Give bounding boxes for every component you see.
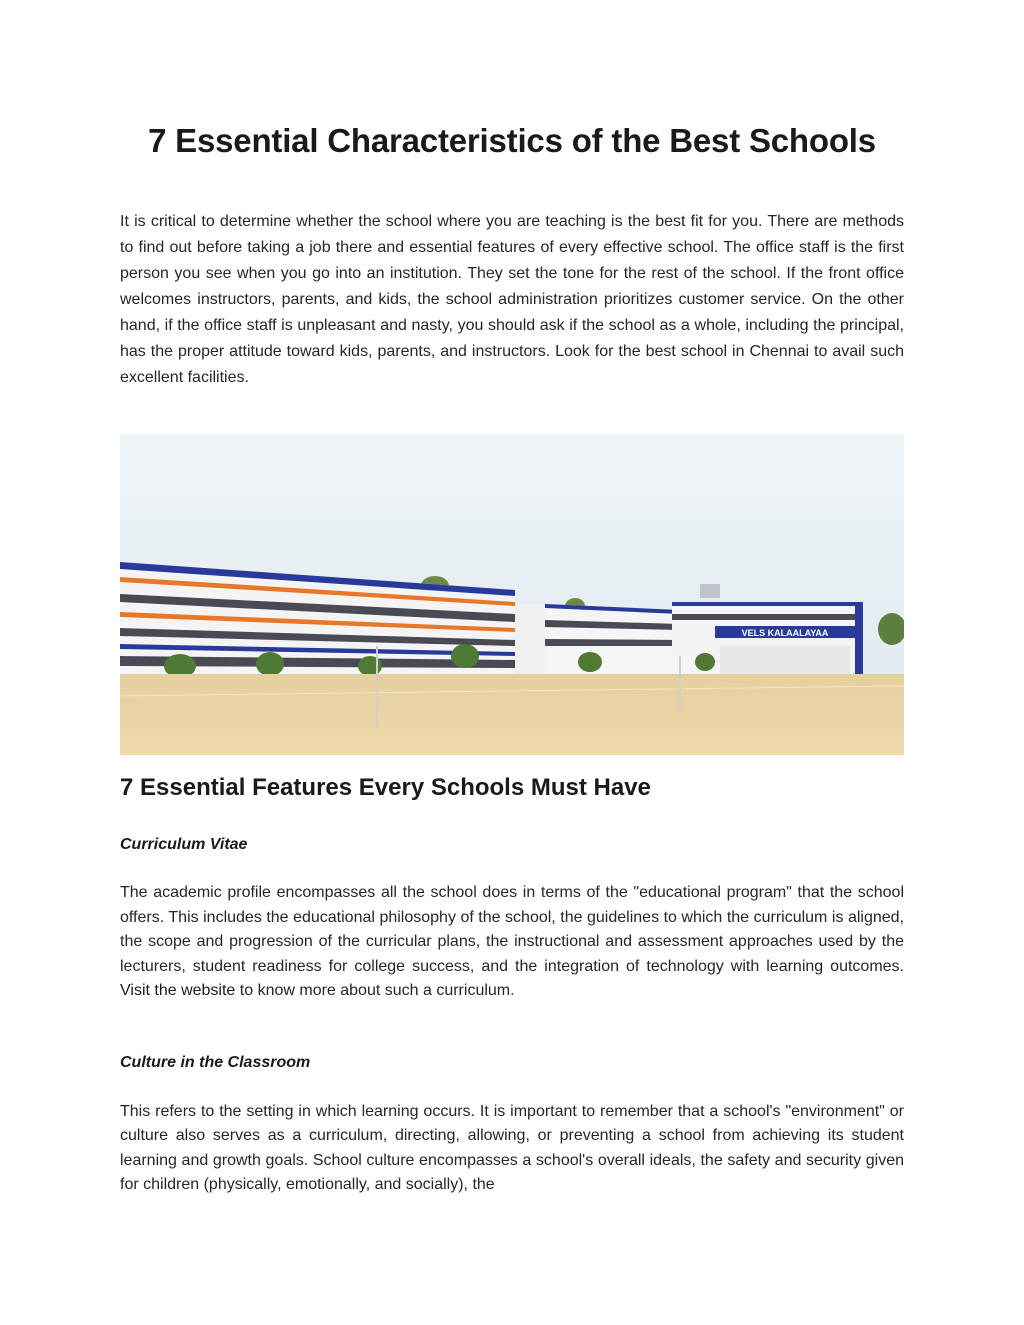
paragraph-text: The academic profile encompasses all the school does in terms of the "educational program" that the school offers. This includes the educational philosophy of the school, the guidelines to which the curriculum is aligned, the scope and progression of the curricular plans, the instructional and assessment approaches used by the lecturers, student readiness for college success, and the integration of technology with learning outcomes. (120, 884, 904, 975)
section-heading: 7 Essential Features Every Schools Must Have (120, 774, 651, 801)
intro-paragraph: It is critical to determine whether the school where you are teaching is the best fit for you. There are methods to find out before taking a job there and essential features of every effective school. The office staff is the first person you see when you go into an institution. They set the tone for the rest of the school. If the front office welcomes instructors, parents, and kids, the school administration prioritizes customer service. On the other hand, if the office staff is unpleasant and nasty, you should ask if the school as a whole, including the principal, has the proper attitude toward kids, parents, and instructors. Look for the best school in Chennai to avail such excellent facilities. (120, 213, 904, 386)
paragraph-text: to know more about such a curriculum. (235, 982, 515, 1000)
feature-paragraph-curriculum (120, 881, 904, 1004)
feature-paragraph-culture: This refers to the setting in which learning occurs. It is important to remember that a school's "environment" or culture also serves as a curriculum, directing, allowing, or preventing a school from achieving its student learning and growth goals. School culture encompasses a school's overall ideals, the safety and security given for children (physically, emotionally, and socially), the (120, 1103, 904, 1194)
page-title: 7 Essential Characteristics of the Best Schools (148, 122, 876, 159)
visit-website-link[interactable]: Visit the website (120, 982, 236, 1000)
building-sign: VELS KALAALAYAA (741, 628, 829, 638)
feature-heading-curriculum: Curriculum Vitae (120, 836, 248, 853)
feature-heading-culture: Culture in the Classroom (120, 1054, 311, 1071)
school-building-photo (120, 434, 904, 755)
